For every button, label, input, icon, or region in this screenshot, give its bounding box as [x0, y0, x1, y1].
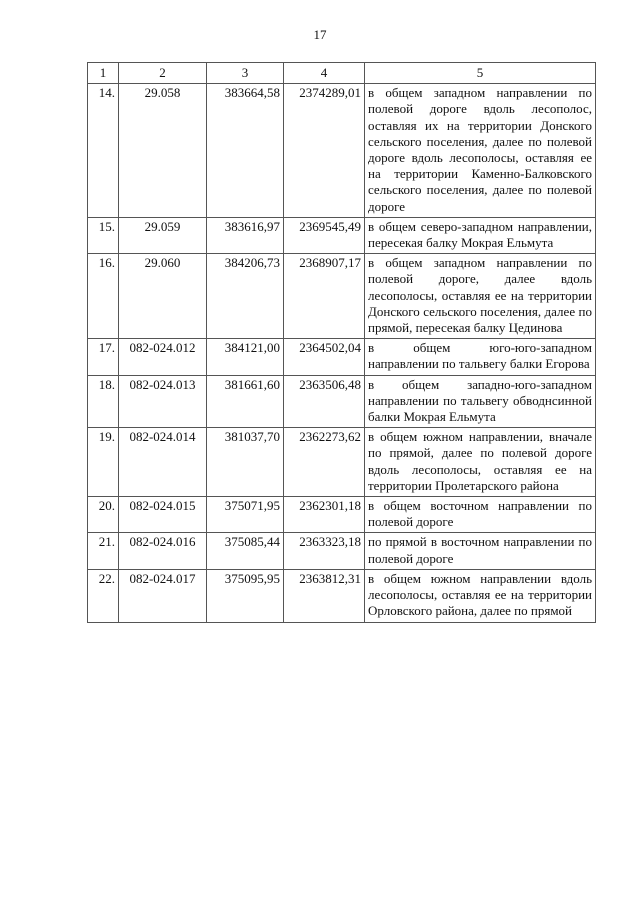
coordinate-y: 2363506,48 [284, 375, 365, 428]
route-description: в общем восточном направлении по полевой дороге [365, 497, 596, 533]
row-number: 22. [88, 569, 119, 622]
route-description: в общем западном направлении по полевой дороге, далее вдоль лесополосы, оставляя ее на территории Донского сельского поселения, далее по прямой, пересекая балку Цединова [365, 254, 596, 339]
coordinate-y: 2368907,17 [284, 254, 365, 339]
table-row [88, 254, 596, 339]
coordinate-y: 2374289,01 [284, 84, 365, 218]
coordinate-y: 2369545,49 [284, 217, 365, 253]
route-description: в общем северо-западном направлении, пересекая балку Мокрая Ельмута [365, 217, 596, 253]
point-id: 082-024.017 [119, 569, 207, 622]
route-description: в общем западном направлении по полевой дороге вдоль лесополос, оставляя их на территории Донского сельского поселения, далее по полевой дороге вдоль лесополосы, оставляя ее на территории Каменно-Балковского сельского поселения, далее по полевой дороге [365, 84, 596, 218]
row-number: 16. [88, 254, 119, 339]
point-id: 082-024.013 [119, 375, 207, 428]
column-header-3: 3 [207, 63, 284, 84]
row-number: 19. [88, 428, 119, 497]
coordinate-x: 375071,95 [207, 497, 284, 533]
point-id: 082-024.015 [119, 497, 207, 533]
table-row [88, 375, 596, 428]
table-row [88, 84, 596, 218]
table-row [88, 217, 596, 253]
coordinate-x: 384206,73 [207, 254, 284, 339]
table-row [88, 533, 596, 569]
row-number: 15. [88, 217, 119, 253]
row-number: 18. [88, 375, 119, 428]
coordinate-x: 383616,97 [207, 217, 284, 253]
column-header-1: 1 [88, 63, 119, 84]
row-number: 14. [88, 84, 119, 218]
coordinate-y: 2364502,04 [284, 339, 365, 375]
table-row [88, 497, 596, 533]
coordinate-x: 381037,70 [207, 428, 284, 497]
column-header-5: 5 [365, 63, 596, 84]
point-id: 29.058 [119, 84, 207, 218]
page-number: 17 [313, 27, 327, 42]
table-row [88, 569, 596, 622]
table-row [88, 428, 596, 497]
point-id: 082-024.012 [119, 339, 207, 375]
row-number: 20. [88, 497, 119, 533]
coordinate-y: 2363323,18 [284, 533, 365, 569]
coordinate-y: 2362301,18 [284, 497, 365, 533]
point-id: 082-024.016 [119, 533, 207, 569]
route-description: в общем южном направлении вдоль лесополосы, оставляя ее на территории Орловского района, далее по прямой [365, 569, 596, 622]
coordinate-x: 375085,44 [207, 533, 284, 569]
point-id: 29.060 [119, 254, 207, 339]
coordinate-x: 381661,60 [207, 375, 284, 428]
row-number: 17. [88, 339, 119, 375]
column-header-4: 4 [284, 63, 365, 84]
point-id: 29.059 [119, 217, 207, 253]
row-number: 21. [88, 533, 119, 569]
point-id: 082-024.014 [119, 428, 207, 497]
coordinate-x: 383664,58 [207, 84, 284, 218]
route-description: по прямой в восточном направлении по полевой дороге [365, 533, 596, 569]
column-header-2: 2 [119, 63, 207, 84]
route-description: в общем южном направлении, вначале по прямой, далее по полевой дороге вдоль лесополосы, оставляя ее на территории Пролетарского района [365, 428, 596, 497]
table-row [88, 339, 596, 375]
coordinate-x: 384121,00 [207, 339, 284, 375]
header-row [88, 63, 596, 84]
coordinate-x: 375095,95 [207, 569, 284, 622]
route-description: в общем западно-юго-западном направлении по тальвегу обводнсинной балки Мокрая Ельмута [365, 375, 596, 428]
coordinate-y: 2363812,31 [284, 569, 365, 622]
coordinate-y: 2362273,62 [284, 428, 365, 497]
route-description: в общем юго-юго-западном направлении по тальвегу балки Егорова [365, 339, 596, 375]
route-table [87, 62, 596, 623]
